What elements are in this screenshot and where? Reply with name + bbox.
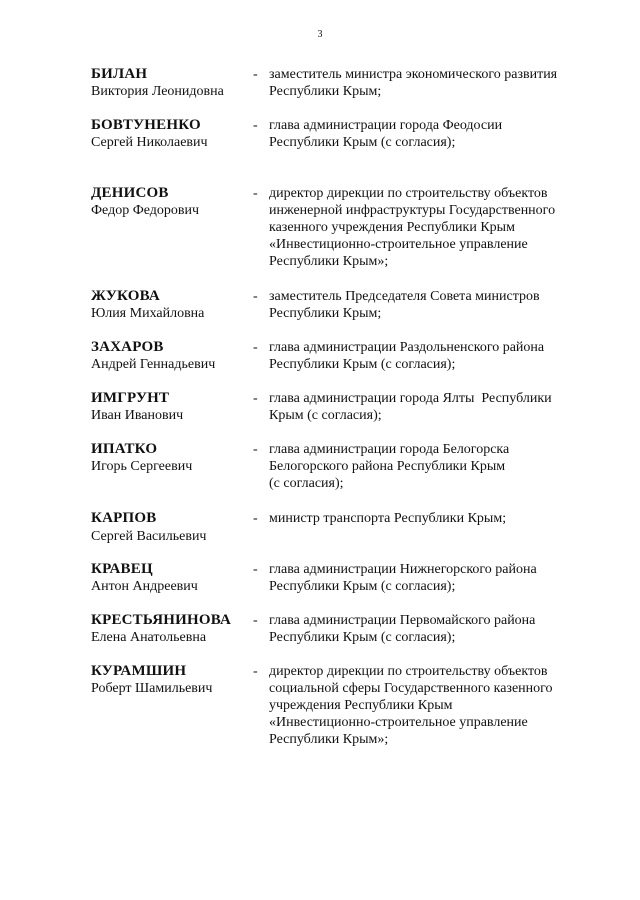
member-surname: КРАВЕЦ xyxy=(91,561,153,577)
role-line: министр транспорта Республики Крым; xyxy=(269,511,507,526)
role-line: Республики Крым (с согласия); xyxy=(269,357,456,372)
member-surname: ДЕНИСОВ xyxy=(91,185,169,201)
separator-dash: - xyxy=(253,391,258,406)
member-given-names: Андрей Геннадьевич xyxy=(91,357,216,372)
role-line: Республики Крым (с согласия); xyxy=(269,135,456,150)
member-given-names: Игорь Сергеевич xyxy=(91,459,193,474)
member-name-block xyxy=(91,117,251,151)
role-line: глава администрации Нижнегорского района xyxy=(269,562,537,577)
role-line: Республики Крым; xyxy=(269,306,382,321)
member-role xyxy=(269,185,599,270)
member-given-names: Виктория Леонидовна xyxy=(91,84,224,99)
role-line: глава администрации Раздольненского района xyxy=(269,340,545,355)
member-role xyxy=(269,561,599,595)
member-name-block xyxy=(91,510,251,545)
role-line: Республики Крым (с согласия); xyxy=(269,630,456,645)
member-name-block xyxy=(91,66,251,100)
role-line: Республики Крым (с согласия); xyxy=(269,579,456,594)
separator-dash: - xyxy=(253,562,258,577)
role-line: социальной сферы Государственного казенного xyxy=(269,681,553,696)
role-line: директор дирекции по строительству объектов xyxy=(269,186,548,201)
role-line: заместитель министра экономического развития xyxy=(269,67,558,82)
role-line: «Инвестиционно-строительное управление xyxy=(269,237,528,252)
role-line: Республики Крым»; xyxy=(269,254,389,269)
role-line: инженерной инфраструктуры Государственного xyxy=(269,203,556,218)
role-line: учреждения Республики Крым xyxy=(269,698,453,713)
member-given-names: Антон Андреевич xyxy=(91,579,198,594)
separator-dash: - xyxy=(253,118,258,133)
member-surname: КАРПОВ xyxy=(91,510,157,526)
separator-dash: - xyxy=(253,340,258,355)
member-role xyxy=(269,612,599,646)
separator-dash: - xyxy=(253,613,258,628)
member-given-names: Роберт Шамильевич xyxy=(91,681,213,696)
member-surname: БИЛАН xyxy=(91,66,148,82)
member-given-names: Федор Федорович xyxy=(91,203,200,218)
member-given-names: Юлия Михайловна xyxy=(91,306,205,321)
member-surname: ЗАХАРОВ xyxy=(91,339,164,355)
member-role xyxy=(269,510,599,527)
member-name-block xyxy=(91,663,251,697)
separator-dash: - xyxy=(253,289,258,304)
member-given-names: Иван Иванович xyxy=(91,408,184,423)
role-line: глава администрации города Белогорска xyxy=(269,442,510,457)
member-surname: КУРАМШИН xyxy=(91,663,187,679)
member-surname: ЖУКОВА xyxy=(91,288,160,304)
separator-dash: - xyxy=(253,511,258,526)
member-name-block xyxy=(91,185,251,219)
member-role xyxy=(269,390,599,424)
member-role xyxy=(269,288,599,322)
separator-dash: - xyxy=(253,67,258,82)
member-role xyxy=(269,441,599,492)
member-role xyxy=(269,66,599,100)
member-surname: ИПАТКО xyxy=(91,441,158,457)
separator-dash: - xyxy=(253,186,258,201)
member-name-block xyxy=(91,339,251,373)
member-given-names: Елена Анатольевна xyxy=(91,630,207,645)
member-surname: ИМГРУНТ xyxy=(91,390,170,406)
member-surname: БОВТУНЕНКО xyxy=(91,117,201,133)
role-line: (с согласия); xyxy=(269,476,344,491)
member-name-block xyxy=(91,561,251,595)
member-name-block xyxy=(91,612,251,646)
separator-dash: - xyxy=(253,442,258,457)
role-line: глава администрации города Ялты Республики xyxy=(269,391,552,406)
role-line: глава администрации Первомайского района xyxy=(269,613,536,628)
member-role xyxy=(269,117,599,151)
role-line: Белогорского района Республики Крым xyxy=(269,459,506,474)
role-line: казенного учреждения Республики Крым xyxy=(269,220,515,235)
role-line: Республики Крым; xyxy=(269,84,382,99)
separator-dash: - xyxy=(253,664,258,679)
member-name-block xyxy=(91,441,251,475)
member-given-names: Сергей Васильевич xyxy=(91,529,207,544)
role-line: глава администрации города Феодосии xyxy=(269,118,503,133)
member-name-block xyxy=(91,390,251,424)
member-name-block xyxy=(91,288,251,322)
member-role xyxy=(269,663,599,748)
role-line: Крым (с согласия); xyxy=(269,408,382,423)
member-role xyxy=(269,339,599,373)
role-line: заместитель Председателя Совета министров xyxy=(269,289,540,304)
role-line: Республики Крым»; xyxy=(269,732,389,747)
page-number: 3 xyxy=(317,29,323,40)
role-line: директор дирекции по строительству объектов xyxy=(269,664,548,679)
role-line: «Инвестиционно-строительное управление xyxy=(269,715,528,730)
member-given-names: Сергей Николаевич xyxy=(91,135,208,150)
member-surname: КРЕСТЬЯНИНОВА xyxy=(91,612,231,628)
